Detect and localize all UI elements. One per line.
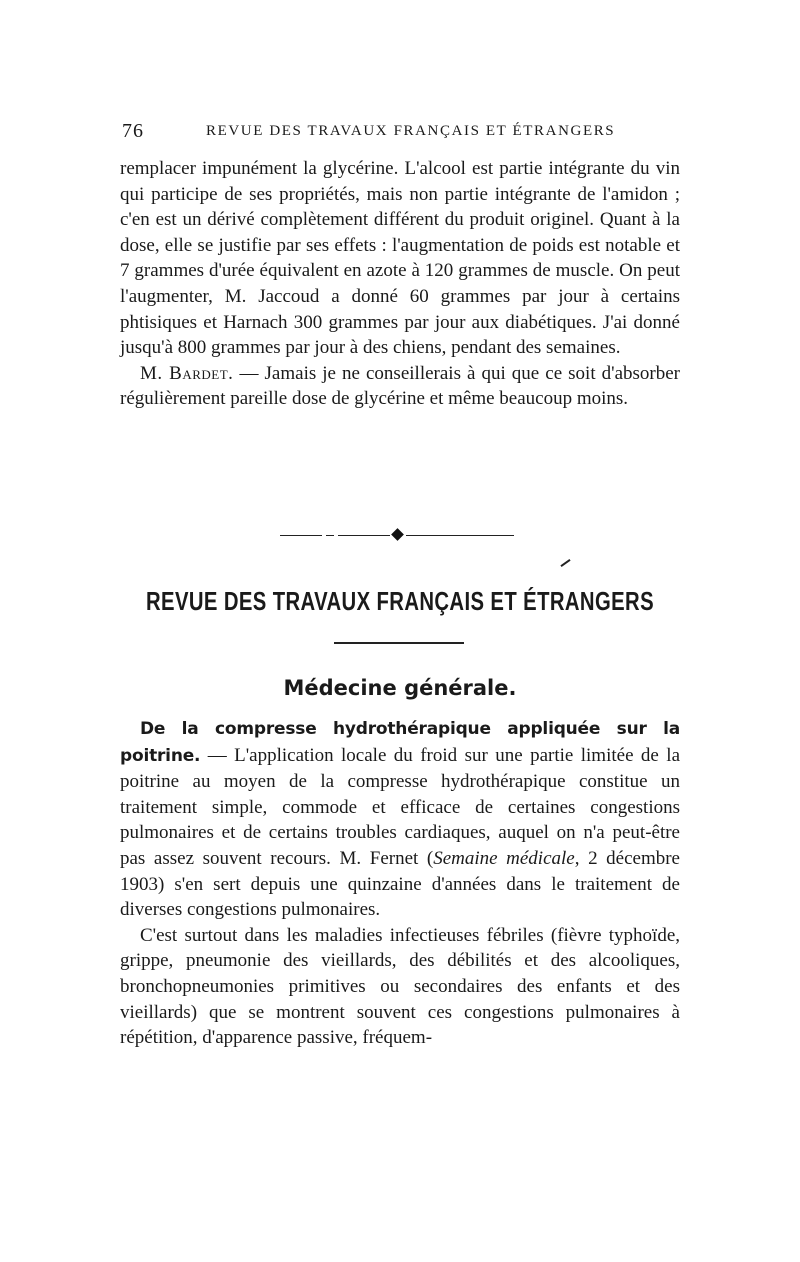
article-paragraph bbox=[120, 716, 680, 923]
citation: Semaine médicale bbox=[433, 847, 575, 869]
article-intro: — L'application locale du froid sur une partie limitée de la poitrine au moyen de la compresse hydrothérapique constitue un traitement simple, commode et efficace de certaines congestions pulmonaires et de certains troubles cardiaques, auquel on n'a peut-être pas assez souvent recours. M. Fernet ( bbox=[120, 744, 680, 869]
page-header bbox=[122, 120, 682, 144]
diamond-icon bbox=[391, 528, 404, 541]
article bbox=[120, 716, 680, 1051]
stray-mark bbox=[560, 559, 570, 567]
subsection-title: Médecine générale. bbox=[283, 676, 517, 700]
section-title: REVUE DES TRAVAUX FRANÇAIS ET ÉTRANGERS bbox=[146, 586, 654, 616]
continuation-text bbox=[120, 156, 680, 412]
separator-rule bbox=[326, 535, 334, 536]
title-rule bbox=[334, 642, 464, 644]
article-title: De la compresse hydrothérapique appliquée sur la poitrine. bbox=[120, 719, 680, 766]
bardet-remark: — Jamais je ne conseillerais à qui que ce soit d'absorber régulièrement pareille dose de glycérine et même beaucoup moins. bbox=[120, 362, 680, 410]
running-head: REVUE DES TRAVAUX FRANÇAIS ET ÉTRANGERS bbox=[206, 123, 616, 139]
ornamental-separator bbox=[280, 528, 514, 542]
continuation-paragraph: remplacer impunément la glycérine. L'alcool est partie intégrante du vin qui participe de ses propriétés, mais non partie intégrante de l'amidon ; c'en est un dérivé complètement différent du produit originel. Quant à la dose, elle se justifie par ses effets : l'augmentation de poids est notable et 7 grammes d'urée équivalent en azote à 120 grammes de muscle. On peut l'augmenter, M. Jaccoud a donné 60 grammes par jour à certains phtisiques et Harnach 300 grammes par jour aux diabétiques. J'ai donné jusqu'à 800 grammes par jour à des chiens, pendant des semaines. bbox=[120, 158, 680, 359]
article-paragraph-2: C'est surtout dans les maladies infectieuses fébriles (fièvre typhoïde, grippe, pneumonie des vieillards, des débilités et des alcooliques, bronchopneumonies primitives ou secondaires des enfants et des vieillards) que se montrent souvent ces congestions pulmonaires à répétition, d'apparence passive, fréquem- bbox=[120, 924, 680, 1049]
separator-rule bbox=[280, 535, 322, 536]
speaker-name: M. Bardet. bbox=[140, 362, 234, 384]
separator-rule bbox=[338, 535, 390, 536]
bardet-paragraph bbox=[120, 361, 680, 412]
separator-rule bbox=[406, 535, 514, 536]
article-intro-end: , 2 décembre 1903) s'en sert depuis une quinzaine d'années dans le traitement de diverses congestions pulmonaires. bbox=[120, 847, 680, 921]
page-number: 76 bbox=[122, 120, 144, 142]
